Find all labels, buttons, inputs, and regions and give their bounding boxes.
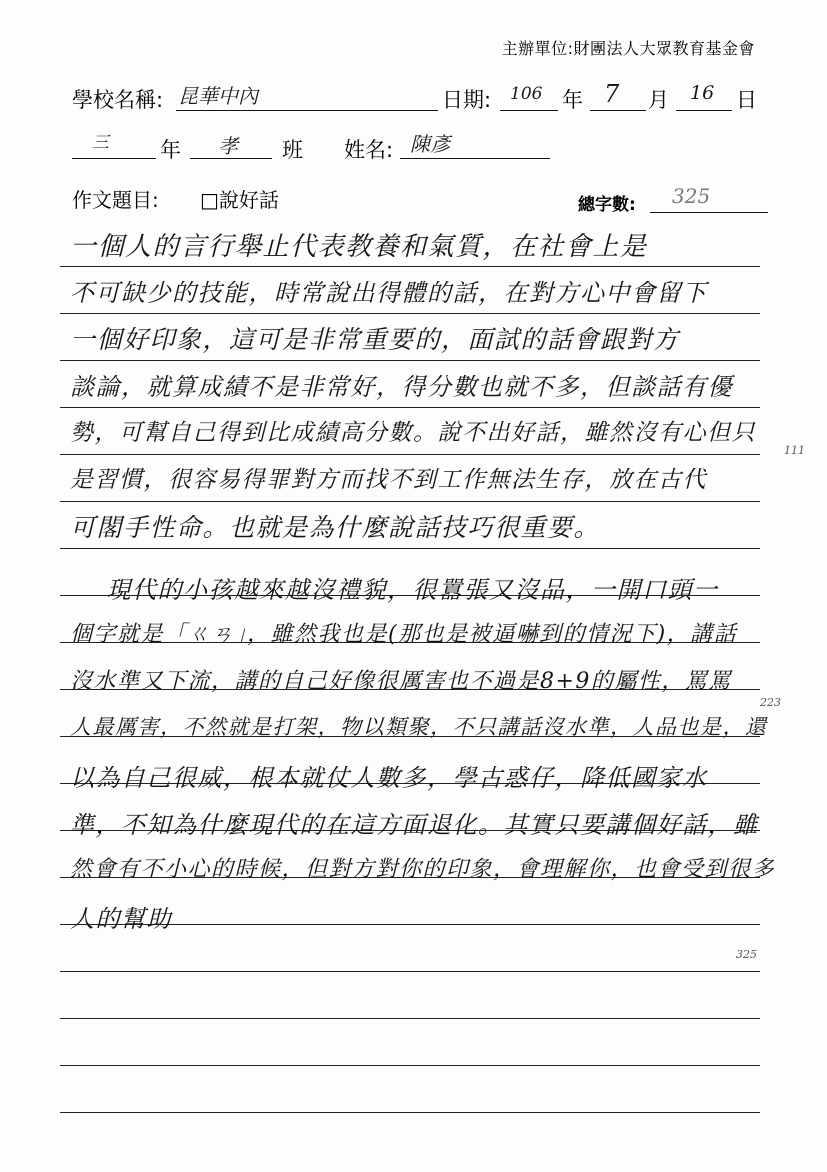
topic-value: □說好話 — [200, 188, 279, 212]
year-value: 106 — [510, 84, 543, 104]
class-value: 孝 — [218, 134, 238, 158]
wordcount-label: 總字數: — [578, 195, 636, 215]
writing-rule — [60, 548, 760, 549]
topic-label: 作文題目: — [72, 188, 159, 212]
month-value: 7 — [604, 80, 620, 108]
name-label: 姓名: — [344, 138, 394, 162]
wordcount-underline — [650, 212, 768, 213]
writing-rule — [60, 360, 760, 361]
essay-line: 談論，就算成績不是非常好，得分數也就不多，但談話有優 — [70, 373, 733, 401]
essay-line: 個字就是「ㄍㄢ」，雖然我也是(那也是被逼嚇到的情況下)，講話 — [70, 622, 738, 647]
class-label: 班 — [282, 138, 303, 162]
essay-line: 一個好印象，這可是非常重要的，面試的話會跟對方 — [70, 325, 680, 354]
grade-underline — [72, 158, 156, 159]
month-label: 月 — [648, 88, 669, 112]
writing-rule — [60, 266, 760, 267]
essay-line: 以為自己很威，根本就仗人數多，學古惑仔，降低國家水 — [70, 764, 708, 792]
grade-value: 三 — [92, 133, 109, 153]
margin-count: 325 — [736, 948, 757, 961]
grade-label: 年 — [160, 138, 181, 162]
margin-count: 111 — [784, 444, 805, 457]
essay-line: 可閣手性命。也就是為什麼說話技巧很重要。 — [70, 513, 601, 542]
writing-rule — [60, 313, 760, 314]
essay-line: 人最厲害，不然就是打架，物以類聚，不只講話沒水準，人品也是，還 — [70, 715, 768, 739]
writing-rule — [60, 454, 760, 455]
date-label: 日期: — [442, 88, 492, 112]
writing-rule — [60, 501, 760, 502]
essay-line: 現代的小孩越來越沒禮貌，很囂張又沒品，一開口頭一 — [70, 576, 719, 604]
month-underline — [590, 110, 646, 111]
writing-rule — [60, 407, 760, 408]
name-value: 陳彥 — [410, 132, 450, 156]
year-label: 年 — [562, 88, 583, 112]
day-label: 日 — [736, 88, 757, 112]
essay-line: 勢，可幫自己得到比成績高分數。說不出好話，雖然沒有心但只 — [70, 420, 756, 446]
writing-rule — [60, 1065, 760, 1066]
year-underline — [500, 110, 558, 111]
essay-line: 準，不知為什麼現代的在這方面退化。其實只要講個好話，雖 — [70, 811, 759, 839]
writing-rule — [60, 1018, 760, 1019]
school-label: 學校名稱: — [72, 88, 164, 112]
writing-rule — [60, 971, 760, 972]
margin-count: 223 — [760, 696, 781, 709]
name-underline — [400, 158, 550, 159]
essay-line: 人的幫助 — [70, 905, 172, 933]
organizer-text: 主辦單位:財團法人大眾教育基金會 — [501, 39, 755, 58]
school-underline — [176, 110, 438, 111]
essay-line: 是習慣，很容易得罪對方而找不到工作無法生存，放在古代 — [70, 467, 707, 493]
essay-line: 然會有不小心的時候，但對方對你的印象，會理解你，也會受到很多 — [70, 857, 776, 882]
day-value: 16 — [690, 82, 715, 104]
essay-line: 不可缺少的技能，時常說出得體的話，在對方心中會留下 — [70, 279, 708, 307]
wordcount-value: 325 — [672, 184, 711, 208]
school-value: 昆華中內 — [178, 84, 258, 108]
essay-line: 一個人的言行舉止代表教養和氣質，在社會上是 — [70, 232, 648, 262]
writing-rule — [60, 1112, 760, 1113]
essay-line: 沒水準又下流，講的自己好像很厲害也不過是8+9的屬性，罵罵 — [70, 669, 732, 694]
day-underline — [676, 110, 732, 111]
